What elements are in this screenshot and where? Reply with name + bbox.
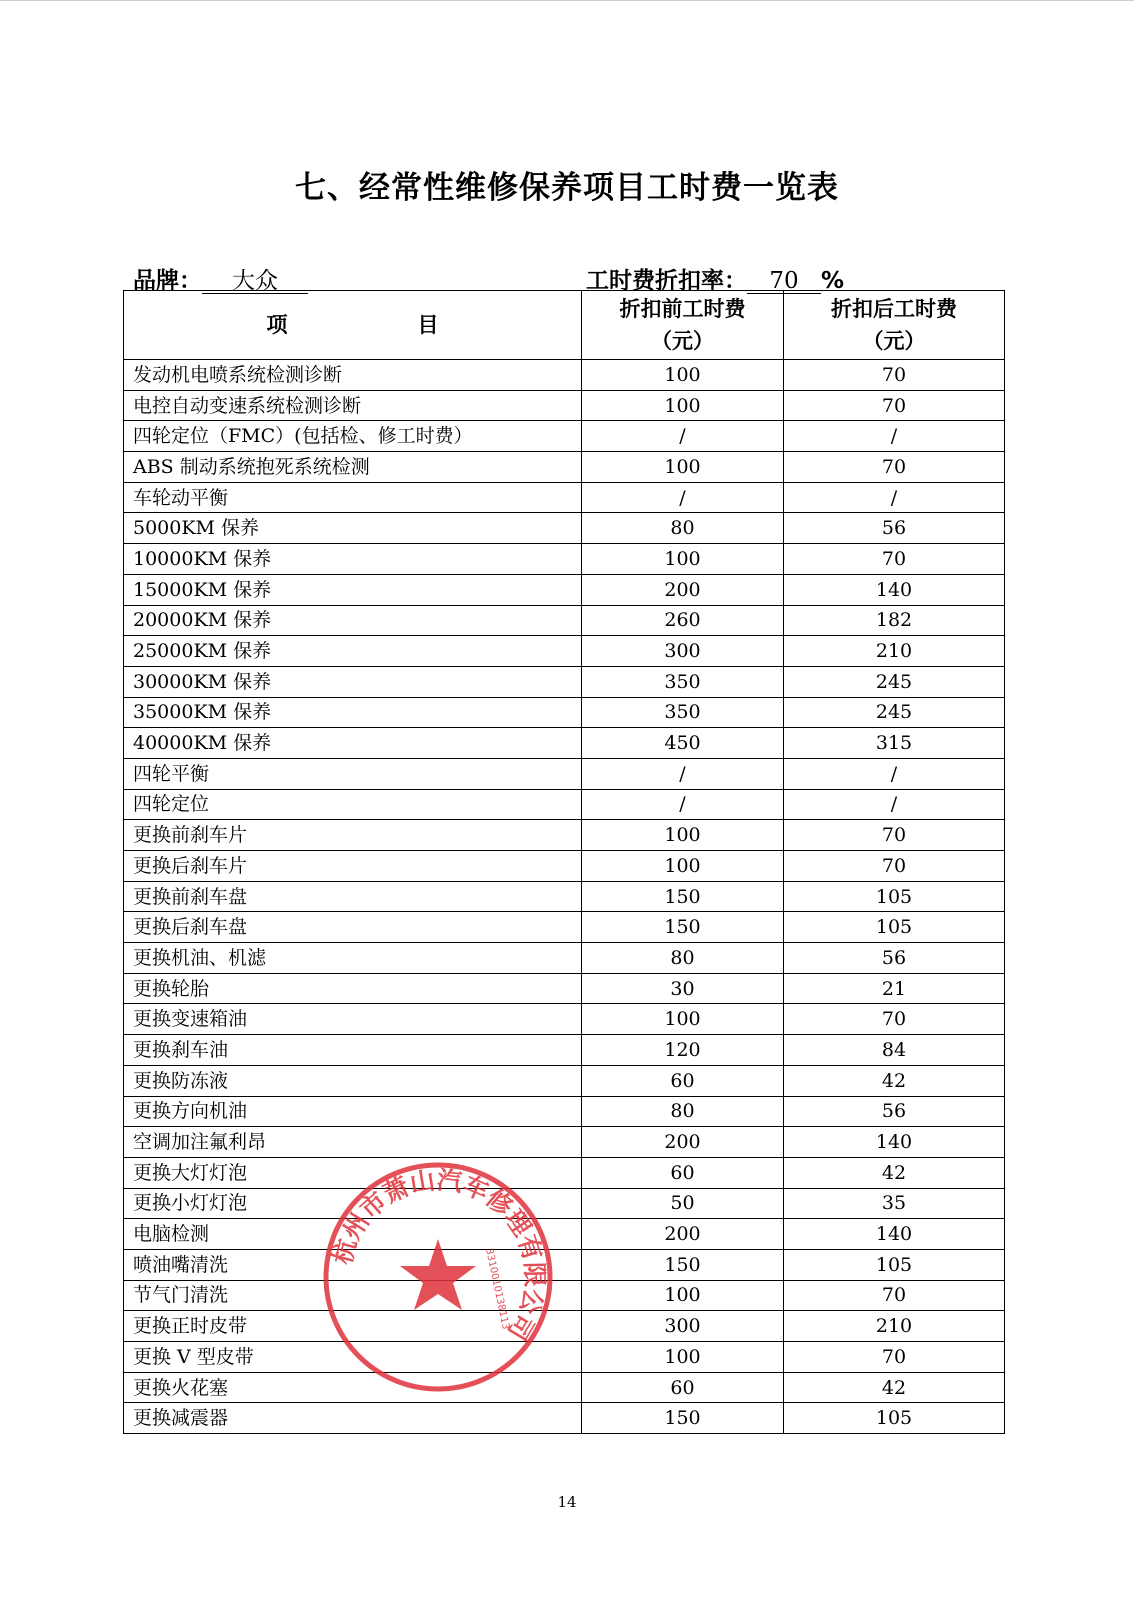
row-item-name: 更换火花塞 <box>124 1372 582 1403</box>
row-fee-after: 182 <box>784 605 1005 636</box>
table-row <box>124 1342 1005 1373</box>
row-fee-after: 105 <box>784 1249 1005 1280</box>
row-fee-after: 70 <box>784 452 1005 483</box>
row-item-name: 更换方向机油 <box>124 1096 582 1127</box>
row-fee-before: 100 <box>582 452 784 483</box>
row-fee-after: 245 <box>784 697 1005 728</box>
table-row <box>124 482 1005 513</box>
row-fee-after: 70 <box>784 820 1005 851</box>
table-row <box>124 1188 1005 1219</box>
table-row <box>124 943 1005 974</box>
row-fee-after: 84 <box>784 1035 1005 1066</box>
discount-value: 70 <box>747 269 821 294</box>
table-row <box>124 697 1005 728</box>
row-fee-after: 70 <box>784 390 1005 421</box>
row-fee-before: 50 <box>582 1188 784 1219</box>
table-row <box>124 452 1005 483</box>
row-item-name: 40000KM 保养 <box>124 728 582 759</box>
row-fee-before: / <box>582 421 784 452</box>
table-row <box>124 1004 1005 1035</box>
row-item-name: 更换前刹车片 <box>124 820 582 851</box>
row-fee-before: 100 <box>582 1280 784 1311</box>
row-fee-after: 210 <box>784 636 1005 667</box>
row-fee-after: 140 <box>784 1219 1005 1250</box>
row-fee-after: 70 <box>784 1004 1005 1035</box>
table-row <box>124 1157 1005 1188</box>
row-item-name: 30000KM 保养 <box>124 666 582 697</box>
row-fee-after: 70 <box>784 1342 1005 1373</box>
row-fee-before: 60 <box>582 1157 784 1188</box>
labor-fee-table <box>123 290 1005 1434</box>
row-fee-before: 80 <box>582 943 784 974</box>
row-item-name: 更换防冻液 <box>124 1065 582 1096</box>
row-fee-after: 56 <box>784 1096 1005 1127</box>
row-fee-before: 200 <box>582 574 784 605</box>
row-fee-before: 150 <box>582 912 784 943</box>
row-item-name: ABS 制动系统抱死系统检测 <box>124 452 582 483</box>
table-body <box>124 360 1005 1434</box>
table-row <box>124 666 1005 697</box>
row-item-name: 更换轮胎 <box>124 973 582 1004</box>
table-row <box>124 605 1005 636</box>
header-after-line1: 折扣后工时费 <box>831 297 957 321</box>
table-row <box>124 1127 1005 1158</box>
header-item-a: 项 <box>266 313 288 337</box>
row-fee-before: / <box>582 758 784 789</box>
row-item-name: 节气门清洗 <box>124 1280 582 1311</box>
row-fee-before: 60 <box>582 1372 784 1403</box>
row-fee-before: 260 <box>582 605 784 636</box>
row-fee-before: 100 <box>582 1342 784 1373</box>
table-row <box>124 1403 1005 1434</box>
row-fee-before: 80 <box>582 1096 784 1127</box>
row-item-name: 更换前刹车盘 <box>124 881 582 912</box>
row-fee-after: 21 <box>784 973 1005 1004</box>
row-fee-after: 140 <box>784 574 1005 605</box>
row-fee-after: 35 <box>784 1188 1005 1219</box>
table-row <box>124 513 1005 544</box>
row-item-name: 15000KM 保养 <box>124 574 582 605</box>
table-row <box>124 1280 1005 1311</box>
row-item-name: 更换变速箱油 <box>124 1004 582 1035</box>
row-fee-before: / <box>582 789 784 820</box>
row-fee-before: 200 <box>582 1219 784 1250</box>
table-row <box>124 1249 1005 1280</box>
row-fee-after: 56 <box>784 943 1005 974</box>
table-row <box>124 636 1005 667</box>
table-row <box>124 973 1005 1004</box>
row-fee-after: 140 <box>784 1127 1005 1158</box>
seal-text: 杭州市萧山汽车修理有限公司 <box>327 1165 550 1346</box>
row-item-name: 电控自动变速系统检测诊断 <box>124 390 582 421</box>
row-fee-after: 315 <box>784 728 1005 759</box>
row-fee-after: 70 <box>784 1280 1005 1311</box>
discount-unit: % <box>821 268 845 294</box>
row-fee-after: / <box>784 789 1005 820</box>
row-item-name: 10000KM 保养 <box>124 544 582 575</box>
row-fee-after: 42 <box>784 1065 1005 1096</box>
table-row <box>124 390 1005 421</box>
table-row <box>124 851 1005 882</box>
row-item-name: 更换小灯灯泡 <box>124 1188 582 1219</box>
row-fee-before: 100 <box>582 544 784 575</box>
row-fee-before: 80 <box>582 513 784 544</box>
seal-code: 3310010138113 <box>483 1247 512 1331</box>
row-item-name: 更换机油、机滤 <box>124 943 582 974</box>
row-fee-after: 42 <box>784 1372 1005 1403</box>
row-fee-before: 100 <box>582 360 784 391</box>
row-fee-after: 70 <box>784 851 1005 882</box>
table-row <box>124 1065 1005 1096</box>
row-item-name: 更换 V 型皮带 <box>124 1342 582 1373</box>
brand-label: 品牌： <box>133 268 202 294</box>
row-fee-before: 300 <box>582 636 784 667</box>
row-fee-before: 150 <box>582 881 784 912</box>
header-item <box>124 291 582 360</box>
row-fee-after: 105 <box>784 1403 1005 1434</box>
table-row <box>124 728 1005 759</box>
row-item-name: 电脑检测 <box>124 1219 582 1250</box>
table-row <box>124 1372 1005 1403</box>
page-number: 14 <box>557 1493 577 1511</box>
row-item-name: 发动机电喷系统检测诊断 <box>124 360 582 391</box>
header-before-line1: 折扣前工时费 <box>619 297 746 321</box>
row-fee-after: 210 <box>784 1311 1005 1342</box>
row-item-name: 车轮动平衡 <box>124 482 582 513</box>
table-row <box>124 1219 1005 1250</box>
table-header-row <box>124 291 1005 360</box>
brand-value: 大众 <box>202 269 308 294</box>
row-fee-after: 245 <box>784 666 1005 697</box>
row-item-name: 更换刹车油 <box>124 1035 582 1066</box>
table-row <box>124 1096 1005 1127</box>
row-item-name: 空调加注氟利昂 <box>124 1127 582 1158</box>
row-fee-before: 60 <box>582 1065 784 1096</box>
table-row <box>124 912 1005 943</box>
row-fee-before: 100 <box>582 1004 784 1035</box>
row-item-name: 5000KM 保养 <box>124 513 582 544</box>
row-item-name: 更换后刹车片 <box>124 851 582 882</box>
table-row <box>124 789 1005 820</box>
row-fee-before: 350 <box>582 697 784 728</box>
row-fee-before: / <box>582 482 784 513</box>
row-item-name: 四轮平衡 <box>124 758 582 789</box>
row-fee-after: / <box>784 482 1005 513</box>
table-row <box>124 421 1005 452</box>
table-row <box>124 881 1005 912</box>
row-fee-after: 56 <box>784 513 1005 544</box>
table-row <box>124 758 1005 789</box>
row-fee-after: 105 <box>784 881 1005 912</box>
discount-label: 工时费折扣率： <box>586 268 747 294</box>
page-top-border <box>0 0 1134 1</box>
row-item-name: 更换后刹车盘 <box>124 912 582 943</box>
table-row <box>124 1035 1005 1066</box>
row-item-name: 四轮定位（FMC）(包括检、修工时费） <box>124 421 582 452</box>
table-row <box>124 820 1005 851</box>
row-fee-before: 450 <box>582 728 784 759</box>
header-after-line2: （元） <box>862 329 926 353</box>
row-fee-before: 150 <box>582 1403 784 1434</box>
row-item-name: 35000KM 保养 <box>124 697 582 728</box>
row-item-name: 更换大灯灯泡 <box>124 1157 582 1188</box>
table-row <box>124 360 1005 391</box>
row-item-name: 更换减震器 <box>124 1403 582 1434</box>
row-fee-after: / <box>784 421 1005 452</box>
row-fee-before: 120 <box>582 1035 784 1066</box>
header-before-line2: （元） <box>651 329 714 353</box>
header-item-b: 目 <box>417 313 439 337</box>
row-fee-after: 42 <box>784 1157 1005 1188</box>
row-fee-before: 350 <box>582 666 784 697</box>
page-title: 七、经常性维修保养项目工时费一览表 <box>295 170 839 206</box>
row-item-name: 更换正时皮带 <box>124 1311 582 1342</box>
row-item-name: 25000KM 保养 <box>124 636 582 667</box>
table-row <box>124 544 1005 575</box>
row-fee-before: 100 <box>582 851 784 882</box>
row-item-name: 四轮定位 <box>124 789 582 820</box>
row-fee-after: 70 <box>784 544 1005 575</box>
row-fee-before: 30 <box>582 973 784 1004</box>
table-row <box>124 1311 1005 1342</box>
row-item-name: 20000KM 保养 <box>124 605 582 636</box>
table-row <box>124 574 1005 605</box>
row-fee-before: 200 <box>582 1127 784 1158</box>
row-fee-before: 300 <box>582 1311 784 1342</box>
row-item-name: 喷油嘴清洗 <box>124 1249 582 1280</box>
header-after-discount <box>784 291 1005 360</box>
row-fee-before: 100 <box>582 390 784 421</box>
row-fee-before: 100 <box>582 820 784 851</box>
row-fee-after: 70 <box>784 360 1005 391</box>
row-fee-after: 105 <box>784 912 1005 943</box>
row-fee-after: / <box>784 758 1005 789</box>
header-before-discount <box>582 291 784 360</box>
row-fee-before: 150 <box>582 1249 784 1280</box>
